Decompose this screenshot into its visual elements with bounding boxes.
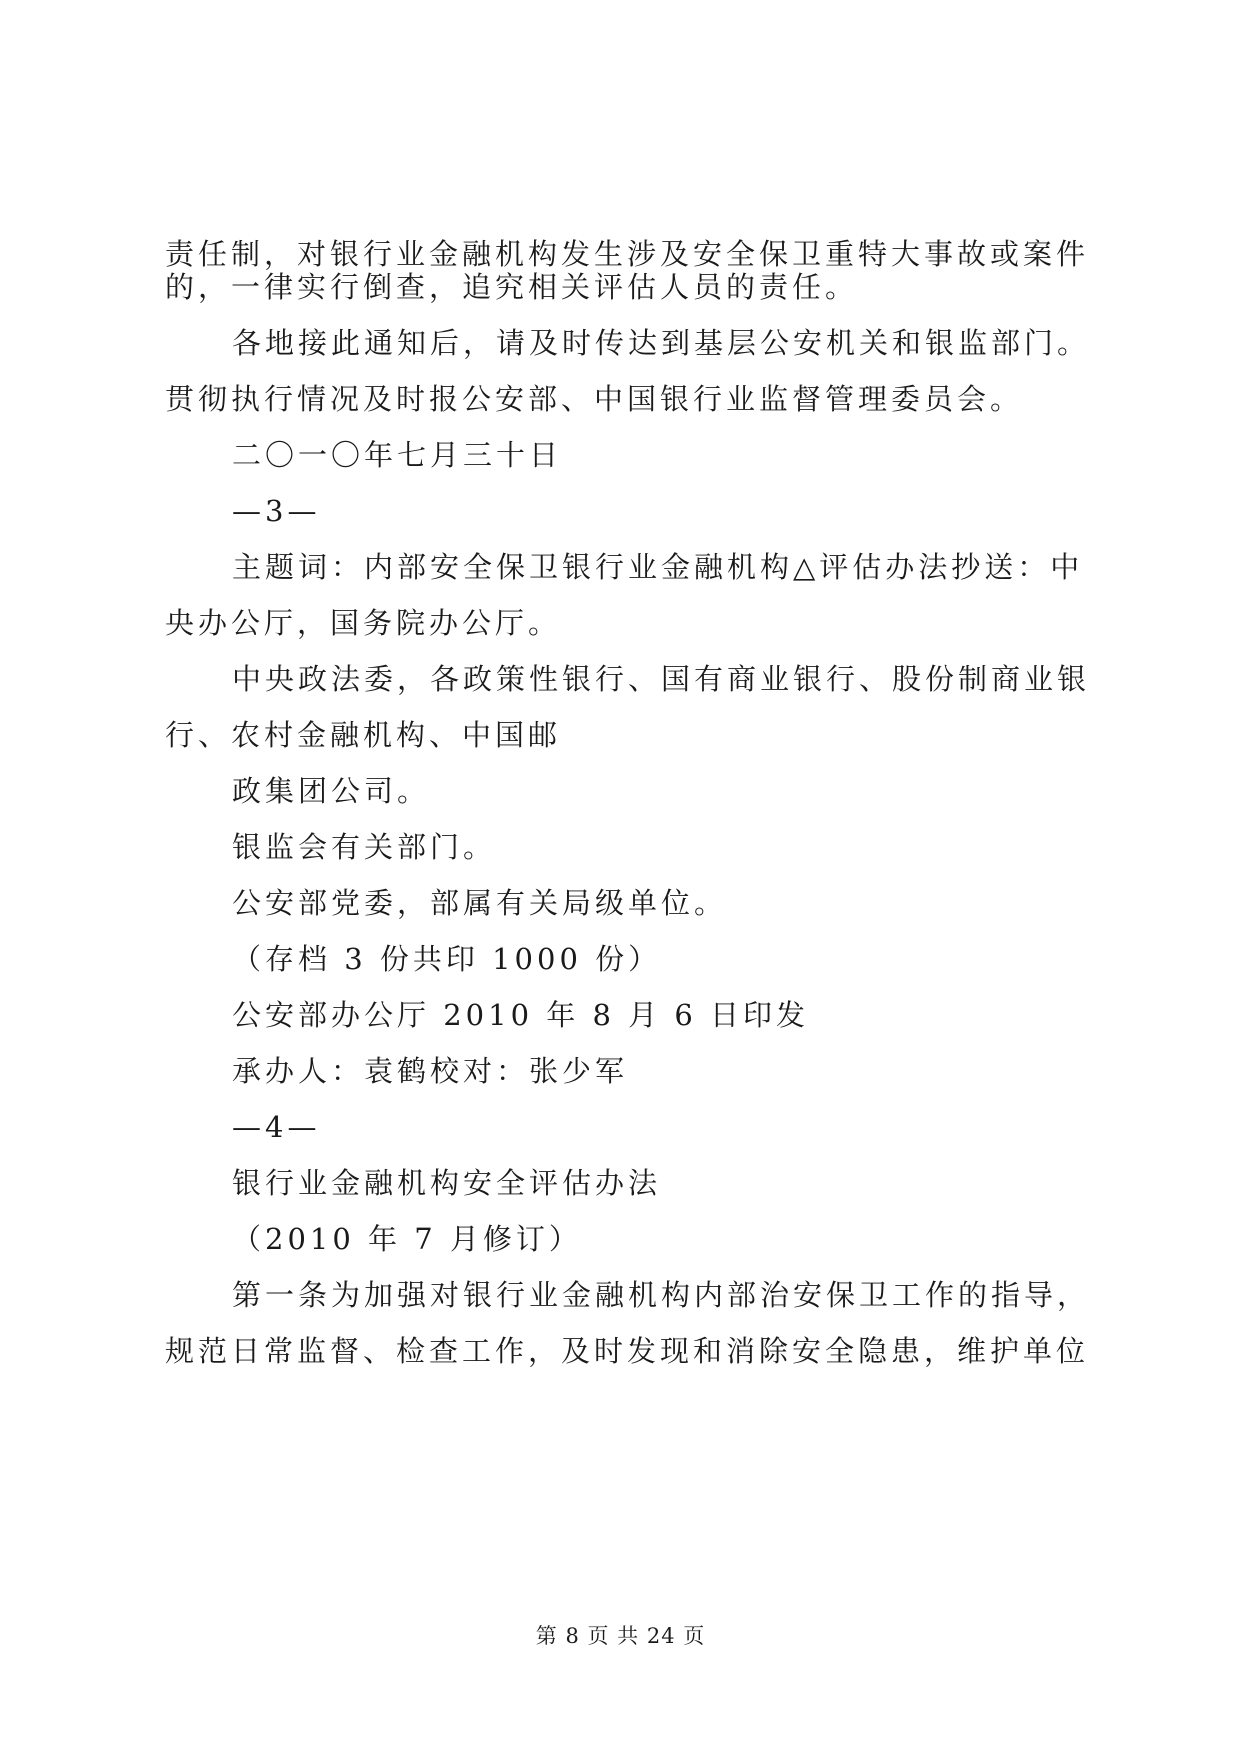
body-line: 贯彻执行情况及时报公安部、中国银行业监督管理委员会。 xyxy=(165,382,1024,416)
body-line: 的，一律实行倒查，追究相关评估人员的责任。 xyxy=(165,270,859,304)
page-marker: —3— xyxy=(232,494,321,528)
body-line: 主题词：内部安全保卫银行业金融机构△评估办法抄送：中 xyxy=(232,550,1084,584)
page-marker: —4— xyxy=(232,1110,321,1144)
body-line: 责任制，对银行业金融机构发生涉及安全保卫重特大事故或案件 xyxy=(165,237,1090,271)
section-title: 银行业金融机构安全评估办法 xyxy=(232,1166,662,1200)
body-line: 行、农村金融机构、中国邮 xyxy=(165,718,562,752)
body-line: 政集团公司。 xyxy=(232,774,431,808)
page-footer: 第 8 页 共 24 页 xyxy=(535,1624,706,1648)
body-line: （存档 3 份共印 1000 份） xyxy=(232,942,662,976)
section-subtitle: （2010 年 7 月修订） xyxy=(232,1222,582,1256)
body-line: 公安部党委，部属有关局级单位。 xyxy=(232,886,728,920)
date-line: 二〇一〇年七月三十日 xyxy=(232,438,563,472)
body-line: 银监会有关部门。 xyxy=(232,830,497,864)
body-line: 中央政法委，各政策性银行、国有商业银行、股份制商业银 xyxy=(232,662,1091,696)
body-line: 央办公厅，国务院办公厅。 xyxy=(165,606,562,640)
body-line: 规范日常监督、检查工作，及时发现和消除安全隐患，维护单位 xyxy=(165,1334,1090,1368)
body-line: 各地接此通知后，请及时传达到基层公安机关和银监部门。 xyxy=(232,326,1091,360)
body-line: 承办人：袁鹤校对：张少军 xyxy=(232,1054,629,1088)
body-line: 第一条为加强对银行业金融机构内部治安保卫工作的指导， xyxy=(232,1278,1091,1312)
body-line: 公安部办公厅 2010 年 8 月 6 日印发 xyxy=(232,998,810,1032)
